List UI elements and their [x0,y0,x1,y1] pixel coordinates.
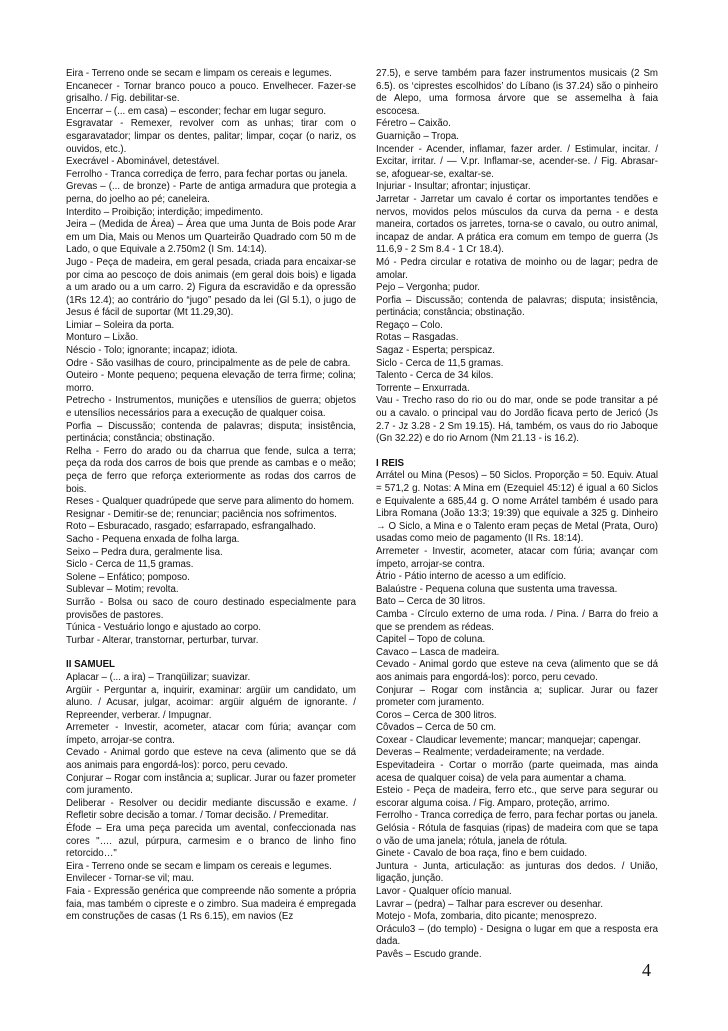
glossary-entry: Envilecer - Tornar-se vil; mau. [66,873,194,885]
glossary-entry: Seixo – Pedra dura, geralmente lisa. [66,546,223,558]
glossary-entry: Deliberar - Resolver ou decidir mediante discussão e exame. / Refletir sobre decisão a tomar. / Tomar decisão. / Premeditar. [66,797,356,822]
glossary-entry: Incender - Acender, inflamar, fazer arder. / Estimular, incitar. / Excitar, irritar. / — V.pr. Inflamar-se, acender-se. / Fig. Abrasar-se, afoguear-se, exaltar-se. [376,143,658,180]
glossary-entry: Átrio - Pátio interno de acesso a um edifício. [376,571,567,583]
glossary-entry: Porfia – Discussão; contenda de palavras; disputa; insistência, pertinácia; constância; obstinação. [376,294,658,319]
glossary-entry: Jugo - Peça de madeira, em geral pesada, criada para encaixar-se por cima ao pescoço de dois animais (em geral dois bois) e ligada a um arado ou a um carro. 2) Figura da escravidão e da opressão (1Rs 12.4); ao contrário do “jugo” pesado da lei (Gl 5.1), o jugo de Jesus é fácil de suportar (Mt 11.29,30). [66,256,356,319]
glossary-entry: Solene – Enfático; pomposo. [66,571,190,583]
glossary-entry: Guarnição – Tropa. [376,130,459,142]
glossary-entry: Sagaz - Esperta; perspicaz. [376,345,495,357]
glossary-list-b [376,470,658,961]
glossary-entry: Coros – Cerca de 300 litros. [376,709,497,721]
glossary-entry: Côvados – Cerca de 50 cm. [376,722,497,734]
glossary-entry: Lavrar – (pedra) – Talhar para escrever ou desenhar. [376,898,604,910]
glossary-entry: Éfode – Era uma peça parecida um avental, confeccionada nas cores "…. azul, púrpura, carmesim e o branco de linho fino retorcido…" [66,823,356,860]
glossary-entry: Faia - Expressão genérica que compreende não somente a própria faia, mas também o cipreste e o zimbro. Sua madeira é empregada em construções de casas (1 Rs 6.15), em navios (Ez [66,886,356,923]
glossary-entry: Oráculo3 – (do templo) - Designa o lugar em que a resposta era dada. [376,923,658,948]
glossary-entry: Ferrolho - Tranca corrediça de ferro, para fechar portas ou janela. [376,810,658,822]
glossary-entry: Gelósia - Rótula de fasquias (ripas) de madeira com que se tapa o vão de uma janela; rótula, janela de rótula. [376,823,658,847]
left-column [66,68,356,924]
glossary-list-b [66,672,356,924]
glossary-entry: Balaústre - Pequena coluna que sustenta uma travessa. [376,583,618,595]
glossary-entry: Motejo - Mofa, zombaria, dito picante; menosprezo. [376,911,597,923]
glossary-entry: Interdito – Proibição; interdição; impedimento. [66,206,264,218]
glossary-entry: Néscio - Tolo; ignorante; incapaz; idiota. [66,345,238,357]
glossary-entry: Surrão - Bolsa ou saco de couro destinado especialmente para provisões de pastores. [66,596,356,621]
glossary-entry: Petrecho - Instrumentos, munições e utensílios de guerra; objetos e utensílios necessários para a execução de qualquer coisa. [66,395,356,420]
glossary-entry: Féretro – Caixão. [376,118,451,130]
glossary-entry: Espevitadeira - Cortar o morrão (parte queimada, mas ainda acesa de qualquer coisa) de vela para aumentar a chama. [376,760,658,784]
glossary-entry: Túnica - Vestuário longo e ajustado ao corpo. [66,622,261,634]
glossary-entry: Bato – Cerca de 30 litros. [376,596,486,608]
glossary-entry: Arrátel ou Mina (Pesos) – 50 Siclos. Proporção = 50. Equiv. Atual = 571,2 g. Notas: A Mina em (Ezequiel 45:12) é igual a 60 Siclos e Equivalente a 685,44 g. O nome Arrátel também é usado para Libra Romana (João 13:3; 19:39) que equivale a 325 g. Dinheiro → O Siclo, a Mina e o Talento eram peças de Metal (Prata, Ouro) usadas como meio de pagamento (II Rs. 18:14). [376,470,658,545]
glossary-entry: Porfia – Discussão; contenda de palavras; disputa; insistência, pertinácia; constância; obstinação. [66,420,356,445]
glossary-entry: Eira - Terreno onde se secam e limpam os cereais e legumes. [66,68,332,79]
glossary-entry: Cevado - Animal gordo que esteve na ceva (alimento que se dá aos animais para engordá-los): porco, peru cevado. [376,659,658,683]
glossary-entry: Regaço – Colo. [376,319,443,331]
glossary-entry: Outeiro - Monte pequeno; pequena elevação de terra firme; colina; morro. [66,370,356,394]
glossary-entry: Rotas – Rasgadas. [376,332,459,344]
glossary-entry: Pavês – Escudo grande. [376,948,482,960]
glossary-entry: Arremeter - Investir, acometer, atacar com fúria; avançar com ímpeto, arrojar-se contra. [66,722,356,746]
glossary-entry: Monturo – Lixão. [66,332,139,344]
glossary-entry: Mó - Pedra circular e rotativa de moinho ou de lagar; pedra de amolar. [376,256,658,281]
glossary-entry: Vau - Trecho raso do rio ou do mar, onde se pode transitar a pé ou a cavalo. o principal vau do Jordão ficava perto de Jericó (Js 2.7 - Jz 3.28 - 2 Sm 19.15). Há, também, os vaus do rio Jaboque (Gn 32.22) e do rio Arnom (Nm 21.13 - is 16.2). [376,395,658,445]
glossary-entry: Resignar - Demitir-se de; renunciar; paciência nos sofrimentos. [66,508,337,520]
glossary-entry: Cavaco – Lasca de madeira. [376,646,500,658]
glossary-entry: Grevas – (... de bronze) - Parte de antiga armadura que protegia a perna, do joelho ao pé; caneleira. [66,181,356,205]
glossary-entry: Injuriar - Insultar; afrontar; injustiçar. [376,181,531,193]
glossary-entry: Jeira – (Medida de Área) – Área que uma Junta de Bois pode Arar em um Dia, Mais ou Menos um Quarteirão Quadrado com 50 m de Lado, o que Equivale a 2.750m2 (I Sm. 14:14). [66,219,356,256]
glossary-entry: Siclo - Cerca de 11,5 gramas. [376,357,504,369]
glossary-entry: Torrente – Enxurrada. [376,382,470,394]
glossary-entry: Argüir - Perguntar a, inquirir, examinar: argüir um candidato, um aluno. / Acusar, julgar, acoimar: argüir alguém de ignorante. / Repreender, verberar. / Impugnar. [66,684,356,721]
glossary-entry: Esgravatar - Remexer, revolver com as unhas; tirar com o esgaravatador; limpar os dentes, palitar; limpar, coçar (o nariz, os ouvidos, etc.). [66,118,356,155]
glossary-entry: Ginete - Cavalo de boa raça, fino e bem cuidado. [376,848,588,860]
glossary-entry: Talento - Cerca de 34 kilos. [376,370,494,382]
glossary-entry: Relha - Ferro do arado ou da charrua que fende, sulca a terra; peça da roda dos carros de bois que prende as cambas e o meão; peça de ferro que reforça exteriormente as rodas dos carros de bois. [66,445,356,495]
glossary-entry: Pejo – Vergonha; pudor. [376,282,480,294]
glossary-entry: Odre - São vasilhas de couro, principalmente as de pele de cabra. [66,357,351,369]
glossary-entry: 27.5), e serve também para fazer instrumentos musicais (2 Sm 6.5). os ‘ciprestes escolhidos’ do Líbano (is 37.24) são o pinheiro de Alepo, uma formosa árvore que se assemelha à faia escocesa. [376,68,658,117]
glossary-entry: Camba - Círculo externo de uma roda. / Pina. / Barra do freio a que se prendem as rédeas. [376,608,658,633]
glossary-entry: Jarretar - Jarretar um cavalo é cortar os importantes tendões e nervos, movidos pelos músculos da curva da perna - e desta maneira, cortados os jarretes, torna-se o cavalo, ou outro animal, incapaz de andar. A prática era comum em tempo de guerra (Js 11.6,9 - 2 Sm 8.4 - 1 Cr 18.4). [376,193,658,256]
glossary-entry: Capitel – Topo de coluna. [376,634,486,646]
glossary-entry: Sacho - Pequena enxada de folha larga. [66,533,240,545]
glossary-entry: Conjurar – Rogar com instância a; suplicar. Jurar ou fazer prometer com juramento. [376,684,658,709]
glossary-list-a [66,68,356,647]
glossary-list-a [376,68,658,446]
glossary-entry: Reses - Qualquer quadrúpede que serve para alimento do homem. [66,496,355,508]
glossary-entry: Arremeter - Investir, acometer, atacar com fúria; avançar com ímpeto, arrojar-se contra. [376,545,658,570]
glossary-entry: Juntura - Junta, articulação: as junturas dos dedos. / União, ligação, junção. [376,860,658,885]
glossary-entry: Roto – Esburacado, rasgado; esfarrapado, esfrangalhado. [66,521,316,533]
glossary-entry: Lavor - Qualquer ofício manual. [376,886,512,897]
page-number: 4 [642,960,651,980]
right-column [376,68,658,962]
glossary-entry: Ferrolho - Tranca corrediça de ferro, para fechar portas ou janela. [66,168,348,180]
glossary-entry: Coxear - Claudicar levemente; mancar; manquejar; capengar. [376,734,641,746]
glossary-entry: Conjurar – Rogar com instância a; suplicar. Jurar ou fazer prometer com juramento. [66,772,356,797]
glossary-entry: Esteio - Peça de madeira, ferro etc., que serve para segurar ou escorar alguma coisa. / Fig. Amparo, proteção, arrimo. [376,785,658,809]
glossary-entry: Eira - Terreno onde se secam e limpam os cereais e legumes. [66,860,332,872]
glossary-entry: Siclo - Cerca de 11,5 gramas. [66,559,194,571]
glossary-entry: Aplacar – (... a ira) – Tranqüilizar; suavizar. [66,671,251,683]
section-title-i-reis: I REIS [376,457,404,469]
glossary-entry: Execrável - Abominável, detestável. [66,156,220,168]
glossary-entry: Encanecer - Tornar branco pouco a pouco. Envelhecer. Fazer-se grisalho. / Fig. debilitar-se. [66,80,356,105]
glossary-entry: Encerrar – (... em casa) – esconder; fechar em lugar seguro. [66,105,327,117]
glossary-entry: Deveras – Realmente; verdadeiramente; na verdade. [376,747,605,759]
glossary-entry: Limiar – Soleira da porta. [66,319,175,331]
section-title-ii-samuel: II SAMUEL [66,659,115,671]
glossary-entry: Cevado - Animal gordo que esteve na ceva (alimento que se dá aos animais para engordá-los): porco, peru cevado. [66,747,356,772]
glossary-entry: Turbar - Alterar, transtornar, perturbar, turvar. [66,634,259,646]
glossary-entry: Sublevar – Motim; revolta. [66,584,179,596]
